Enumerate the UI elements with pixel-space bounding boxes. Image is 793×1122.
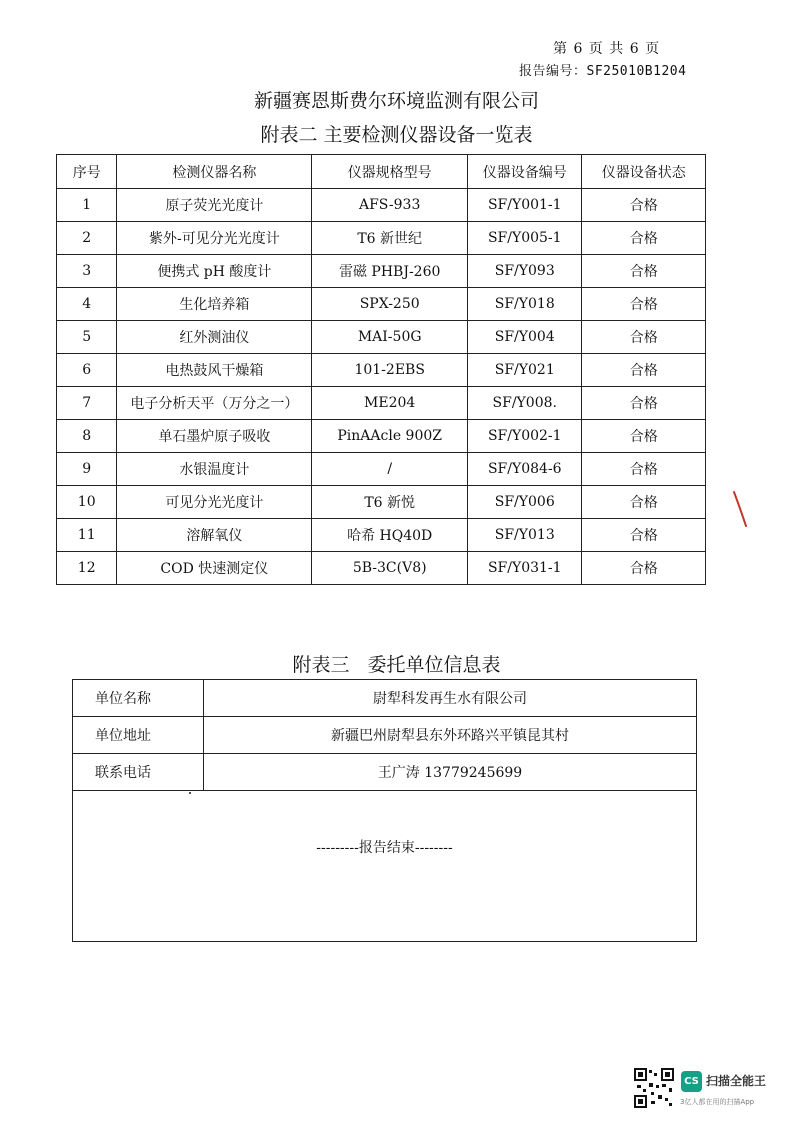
equipment-id: SF/Y001-1 [468,189,582,222]
status: 合格 [582,189,706,222]
unit-name-value: 尉犁科发再生水有限公司 [204,680,697,717]
phone-value: 王广涛 13779245699 [204,754,697,791]
scanner-app-name: 扫描全能王 [706,1074,767,1088]
phone-label: 联系电话 [73,754,204,791]
report-end-note: ---------报告结束-------- [73,791,697,942]
row-number: 8 [57,420,117,453]
equipment-id: SF/Y084-6 [468,453,582,486]
table-row [73,754,697,791]
report-number: 报告编号：SF25010B1204 [519,64,687,79]
table-row [57,486,706,519]
equipment-id: SF/Y031-1 [468,552,582,585]
model-spec: T6 新悦 [312,486,468,519]
model-spec: SPX-250 [312,288,468,321]
equipment-id: SF/Y093 [468,255,582,288]
equipment-id: SF/Y018 [468,288,582,321]
table-row [57,222,706,255]
instrument-name: 电子分析天平（万分之一） [117,387,312,420]
table-row [57,255,706,288]
table-row [57,519,706,552]
unit-address-value: 新疆巴州尉犁县东外环路兴平镇昆其村 [204,717,697,754]
instrument-name: 溶解氧仪 [117,519,312,552]
qr-code-icon [634,1068,674,1108]
status: 合格 [582,486,706,519]
table-row [57,354,706,387]
unit-name-label: 单位名称 [73,680,204,717]
table-row [57,387,706,420]
model-spec: 101-2EBS [312,354,468,387]
equipment-table [56,154,706,585]
ink-dot [189,792,191,794]
status: 合格 [582,354,706,387]
model-spec: 雷磁 PHBJ-260 [312,255,468,288]
model-spec: 5B-3C(V8) [312,552,468,585]
status: 合格 [582,420,706,453]
instrument-name: 单石墨炉原子吸收 [117,420,312,453]
row-number: 6 [57,354,117,387]
model-spec: AFS-933 [312,189,468,222]
equipment-id: SF/Y005-1 [468,222,582,255]
row-number: 3 [57,255,117,288]
table-row [57,420,706,453]
table-row [57,321,706,354]
status: 合格 [582,321,706,354]
model-spec: 哈希 HQ40D [312,519,468,552]
model-spec: ME204 [312,387,468,420]
equipment-id: SF/Y008. [468,387,582,420]
table-header-row [57,155,706,189]
client-table-title: 附表三 委托单位信息表 [292,654,501,676]
unit-address-label: 单位地址 [73,717,204,754]
status: 合格 [582,519,706,552]
table-row [73,791,697,942]
company-name: 新疆赛恩斯费尔环境监测有限公司 [253,90,539,112]
equipment-id: SF/Y013 [468,519,582,552]
instrument-name: 生化培养箱 [117,288,312,321]
table-row [57,288,706,321]
instrument-name: 紫外-可见分光光度计 [117,222,312,255]
camscanner-logo-icon: CS [681,1071,702,1092]
scanner-tagline: 3亿人都在用的扫描App [680,1098,755,1106]
model-spec: / [312,453,468,486]
status: 合格 [582,387,706,420]
equipment-id: SF/Y006 [468,486,582,519]
instrument-name: COD 快速测定仪 [117,552,312,585]
table-row [57,189,706,222]
red-pen-mark [730,488,750,530]
instrument-name: 红外测油仪 [117,321,312,354]
row-number: 10 [57,486,117,519]
instrument-name: 电热鼓风干燥箱 [117,354,312,387]
equipment-id: SF/Y004 [468,321,582,354]
row-number: 12 [57,552,117,585]
instrument-name: 可见分光光度计 [117,486,312,519]
client-table [72,679,697,942]
equipment-table-title: 附表二 主要检测仪器设备一览表 [260,124,533,146]
column-header: 仪器设备编号 [468,155,582,189]
row-number: 2 [57,222,117,255]
column-header: 仪器设备状态 [582,155,706,189]
row-number: 7 [57,387,117,420]
row-number: 11 [57,519,117,552]
model-spec: MAI-50G [312,321,468,354]
page-number: 第 6 页 共 6 页 [553,41,661,57]
row-number: 9 [57,453,117,486]
column-header: 序号 [57,155,117,189]
equipment-id: SF/Y021 [468,354,582,387]
instrument-name: 水银温度计 [117,453,312,486]
row-number: 4 [57,288,117,321]
instrument-name: 便携式 pH 酸度计 [117,255,312,288]
table-row [57,453,706,486]
instrument-name: 原子荧光光度计 [117,189,312,222]
table-row [73,680,697,717]
column-header: 检测仪器名称 [117,155,312,189]
row-number: 5 [57,321,117,354]
table-row [57,552,706,585]
model-spec: T6 新世纪 [312,222,468,255]
status: 合格 [582,222,706,255]
status: 合格 [582,552,706,585]
row-number: 1 [57,189,117,222]
equipment-id: SF/Y002-1 [468,420,582,453]
status: 合格 [582,288,706,321]
status: 合格 [582,255,706,288]
status: 合格 [582,453,706,486]
column-header: 仪器规格型号 [312,155,468,189]
model-spec: PinAAcle 900Z [312,420,468,453]
table-row [73,717,697,754]
